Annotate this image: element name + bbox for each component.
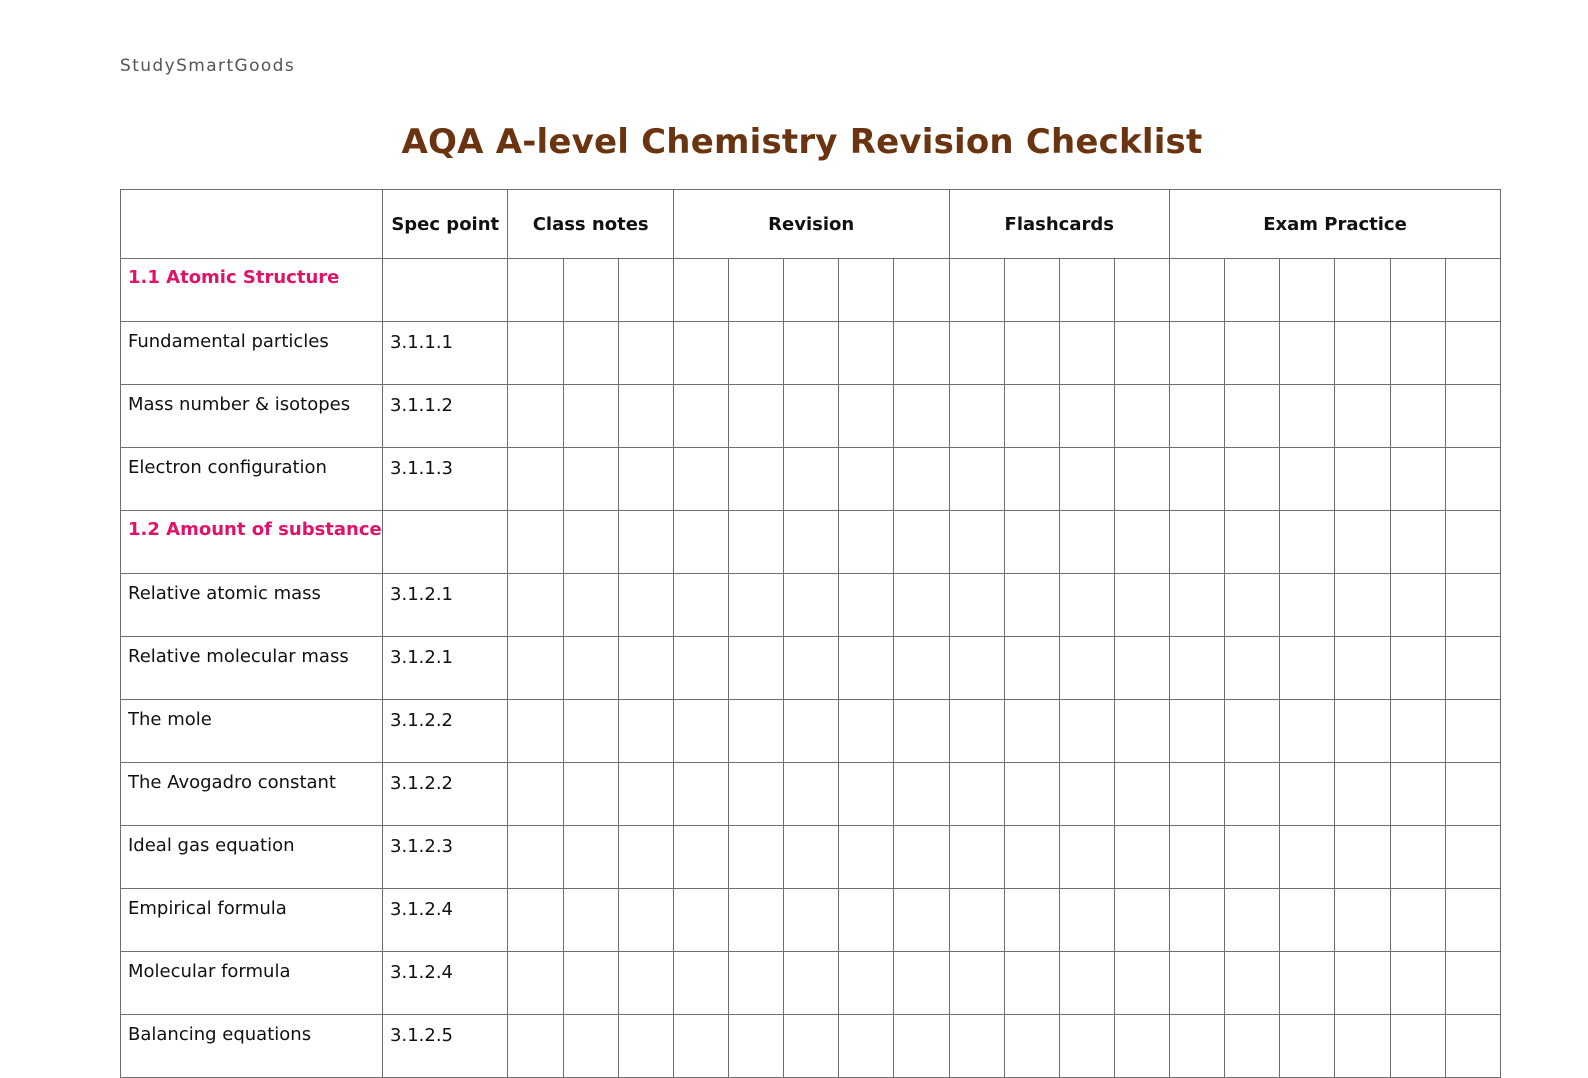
section-heading: 1.2 Amount of substance — [121, 511, 383, 574]
exam-practice-checkbox-cell[interactable] — [1335, 763, 1390, 826]
flashcards-checkbox-cell[interactable] — [949, 637, 1004, 700]
revision-checkbox-cell[interactable] — [784, 889, 839, 952]
spec-point: 3.1.1.3 — [383, 448, 508, 511]
revision-checkbox-cell[interactable] — [894, 952, 949, 1015]
revision-checkbox-cell[interactable] — [784, 1015, 839, 1078]
exam-practice-checkbox-cell[interactable] — [1390, 700, 1445, 763]
class-notes-checkbox-cell[interactable] — [508, 574, 563, 637]
revision-checkbox-cell[interactable] — [673, 889, 728, 952]
flashcards-checkbox-cell[interactable] — [1004, 574, 1059, 637]
class-notes-checkbox-cell[interactable] — [508, 700, 563, 763]
revision-checkbox-cell[interactable] — [784, 574, 839, 637]
exam-practice-checkbox-cell[interactable] — [1390, 385, 1445, 448]
revision-checkbox-cell[interactable] — [728, 259, 783, 322]
flashcards-checkbox-cell[interactable] — [1059, 826, 1114, 889]
class-notes-checkbox-cell[interactable] — [618, 574, 673, 637]
exam-practice-checkbox-cell[interactable] — [1280, 259, 1335, 322]
table-row — [121, 574, 1501, 637]
table-row — [121, 637, 1501, 700]
flashcards-checkbox-cell[interactable] — [1059, 1015, 1114, 1078]
class-notes-checkbox-cell[interactable] — [563, 763, 618, 826]
revision-checkbox-cell[interactable] — [728, 889, 783, 952]
flashcards-checkbox-cell[interactable] — [1059, 574, 1114, 637]
revision-checkbox-cell[interactable] — [894, 574, 949, 637]
flashcards-checkbox-cell[interactable] — [1004, 322, 1059, 385]
exam-practice-checkbox-cell[interactable] — [1335, 1015, 1390, 1078]
topic-name: Molecular formula — [121, 952, 383, 1015]
exam-practice-checkbox-cell[interactable] — [1445, 889, 1500, 952]
class-notes-checkbox-cell[interactable] — [618, 511, 673, 574]
revision-checkbox-cell[interactable] — [673, 637, 728, 700]
flashcards-checkbox-cell[interactable] — [1114, 889, 1169, 952]
exam-practice-checkbox-cell[interactable] — [1280, 952, 1335, 1015]
flashcards-checkbox-cell[interactable] — [1004, 763, 1059, 826]
class-notes-checkbox-cell[interactable] — [618, 637, 673, 700]
flashcards-checkbox-cell[interactable] — [1059, 952, 1114, 1015]
class-notes-checkbox-cell[interactable] — [563, 700, 618, 763]
spec-point: 3.1.1.1 — [383, 322, 508, 385]
exam-practice-checkbox-cell[interactable] — [1445, 511, 1500, 574]
exam-practice-checkbox-cell[interactable] — [1335, 889, 1390, 952]
exam-practice-checkbox-cell[interactable] — [1225, 1015, 1280, 1078]
flashcards-checkbox-cell[interactable] — [949, 448, 1004, 511]
exam-practice-checkbox-cell[interactable] — [1390, 574, 1445, 637]
exam-practice-checkbox-cell[interactable] — [1170, 700, 1225, 763]
exam-practice-checkbox-cell[interactable] — [1280, 511, 1335, 574]
revision-checkbox-cell[interactable] — [839, 952, 894, 1015]
class-notes-checkbox-cell[interactable] — [563, 826, 618, 889]
flashcards-checkbox-cell[interactable] — [1114, 322, 1169, 385]
table-row — [121, 700, 1501, 763]
table-row — [121, 826, 1501, 889]
revision-checkbox-cell[interactable] — [784, 385, 839, 448]
exam-practice-checkbox-cell[interactable] — [1225, 322, 1280, 385]
revision-checkbox-cell[interactable] — [839, 448, 894, 511]
revision-checkbox-cell[interactable] — [673, 448, 728, 511]
flashcards-checkbox-cell[interactable] — [1059, 889, 1114, 952]
class-notes-checkbox-cell[interactable] — [618, 763, 673, 826]
class-notes-checkbox-cell[interactable] — [563, 889, 618, 952]
exam-practice-checkbox-cell[interactable] — [1225, 259, 1280, 322]
revision-checkbox-cell[interactable] — [673, 952, 728, 1015]
spec-point — [383, 511, 508, 574]
revision-checkbox-cell[interactable] — [784, 700, 839, 763]
exam-practice-checkbox-cell[interactable] — [1170, 574, 1225, 637]
flashcards-checkbox-cell[interactable] — [949, 574, 1004, 637]
class-notes-checkbox-cell[interactable] — [563, 1015, 618, 1078]
revision-checkbox-cell[interactable] — [839, 574, 894, 637]
class-notes-checkbox-cell[interactable] — [508, 952, 563, 1015]
flashcards-checkbox-cell[interactable] — [1004, 448, 1059, 511]
exam-practice-checkbox-cell[interactable] — [1225, 700, 1280, 763]
revision-checkbox-cell[interactable] — [894, 322, 949, 385]
class-notes-checkbox-cell[interactable] — [508, 385, 563, 448]
class-notes-checkbox-cell[interactable] — [508, 448, 563, 511]
table-row — [121, 889, 1501, 952]
flashcards-checkbox-cell[interactable] — [1114, 826, 1169, 889]
flashcards-checkbox-cell[interactable] — [949, 322, 1004, 385]
brand-name: StudySmartGoods — [120, 56, 296, 76]
exam-practice-checkbox-cell[interactable] — [1390, 322, 1445, 385]
flashcards-checkbox-cell[interactable] — [1059, 322, 1114, 385]
flashcards-checkbox-cell[interactable] — [1004, 889, 1059, 952]
flashcards-checkbox-cell[interactable] — [949, 889, 1004, 952]
exam-practice-checkbox-cell[interactable] — [1225, 511, 1280, 574]
exam-practice-checkbox-cell[interactable] — [1335, 259, 1390, 322]
revision-checkbox-cell[interactable] — [673, 700, 728, 763]
exam-practice-checkbox-cell[interactable] — [1335, 385, 1390, 448]
exam-practice-checkbox-cell[interactable] — [1170, 322, 1225, 385]
revision-checkbox-cell[interactable] — [728, 574, 783, 637]
class-notes-checkbox-cell[interactable] — [618, 385, 673, 448]
revision-checkbox-cell[interactable] — [839, 385, 894, 448]
exam-practice-checkbox-cell[interactable] — [1225, 385, 1280, 448]
flashcards-checkbox-cell[interactable] — [1114, 1015, 1169, 1078]
flashcards-checkbox-cell[interactable] — [1114, 259, 1169, 322]
flashcards-checkbox-cell[interactable] — [1059, 763, 1114, 826]
header-spec-point: Spec point — [383, 190, 508, 259]
exam-practice-checkbox-cell[interactable] — [1280, 322, 1335, 385]
exam-practice-checkbox-cell[interactable] — [1225, 826, 1280, 889]
revision-checkbox-cell[interactable] — [784, 322, 839, 385]
exam-practice-checkbox-cell[interactable] — [1280, 1015, 1335, 1078]
exam-practice-checkbox-cell[interactable] — [1390, 826, 1445, 889]
exam-practice-checkbox-cell[interactable] — [1445, 385, 1500, 448]
revision-checkbox-cell[interactable] — [673, 763, 728, 826]
flashcards-checkbox-cell[interactable] — [1114, 763, 1169, 826]
exam-practice-checkbox-cell[interactable] — [1280, 574, 1335, 637]
topic-name: Ideal gas equation — [121, 826, 383, 889]
topic-name: Balancing equations — [121, 1015, 383, 1078]
flashcards-checkbox-cell[interactable] — [1114, 511, 1169, 574]
exam-practice-checkbox-cell[interactable] — [1445, 322, 1500, 385]
flashcards-checkbox-cell[interactable] — [1114, 385, 1169, 448]
topic-name: Fundamental particles — [121, 322, 383, 385]
revision-checkbox-cell[interactable] — [894, 259, 949, 322]
class-notes-checkbox-cell[interactable] — [618, 322, 673, 385]
exam-practice-checkbox-cell[interactable] — [1170, 1015, 1225, 1078]
flashcards-checkbox-cell[interactable] — [1059, 700, 1114, 763]
exam-practice-checkbox-cell[interactable] — [1445, 259, 1500, 322]
revision-checkbox-cell[interactable] — [839, 259, 894, 322]
revision-checkbox-cell[interactable] — [839, 826, 894, 889]
exam-practice-checkbox-cell[interactable] — [1335, 952, 1390, 1015]
section-row — [121, 259, 1501, 322]
spec-point: 3.1.2.5 — [383, 1015, 508, 1078]
flashcards-checkbox-cell[interactable] — [1059, 259, 1114, 322]
section-row — [121, 511, 1501, 574]
exam-practice-checkbox-cell[interactable] — [1445, 574, 1500, 637]
exam-practice-checkbox-cell[interactable] — [1335, 574, 1390, 637]
checklist-body — [121, 259, 1501, 1078]
class-notes-checkbox-cell[interactable] — [618, 1015, 673, 1078]
exam-practice-checkbox-cell[interactable] — [1390, 763, 1445, 826]
class-notes-checkbox-cell[interactable] — [508, 889, 563, 952]
revision-checkbox-cell[interactable] — [894, 700, 949, 763]
topic-name: Empirical formula — [121, 889, 383, 952]
revision-checkbox-cell[interactable] — [839, 322, 894, 385]
table-row — [121, 385, 1501, 448]
revision-checkbox-cell[interactable] — [839, 889, 894, 952]
class-notes-checkbox-cell[interactable] — [508, 322, 563, 385]
header-topic — [121, 190, 383, 259]
flashcards-checkbox-cell[interactable] — [1004, 826, 1059, 889]
exam-practice-checkbox-cell[interactable] — [1390, 259, 1445, 322]
revision-checkbox-cell[interactable] — [784, 511, 839, 574]
topic-name: The mole — [121, 700, 383, 763]
exam-practice-checkbox-cell[interactable] — [1390, 511, 1445, 574]
topic-name: The Avogadro constant — [121, 763, 383, 826]
flashcards-checkbox-cell[interactable] — [1114, 637, 1169, 700]
spec-point: 3.1.2.2 — [383, 700, 508, 763]
revision-checkbox-cell[interactable] — [673, 826, 728, 889]
revision-checkbox-cell[interactable] — [673, 1015, 728, 1078]
flashcards-checkbox-cell[interactable] — [1114, 574, 1169, 637]
class-notes-checkbox-cell[interactable] — [563, 637, 618, 700]
revision-checkbox-cell[interactable] — [673, 574, 728, 637]
revision-checkbox-cell[interactable] — [839, 700, 894, 763]
revision-checkbox-cell[interactable] — [839, 763, 894, 826]
exam-practice-checkbox-cell[interactable] — [1280, 385, 1335, 448]
revision-checkbox-cell[interactable] — [728, 700, 783, 763]
revision-checkbox-cell[interactable] — [894, 763, 949, 826]
revision-checkbox-cell[interactable] — [894, 889, 949, 952]
revision-checkbox-cell[interactable] — [728, 826, 783, 889]
exam-practice-checkbox-cell[interactable] — [1170, 889, 1225, 952]
spec-point: 3.1.2.1 — [383, 637, 508, 700]
revision-checkbox-cell[interactable] — [894, 637, 949, 700]
table-row — [121, 952, 1501, 1015]
exam-practice-checkbox-cell[interactable] — [1225, 952, 1280, 1015]
header-flashcards: Flashcards — [949, 190, 1170, 259]
exam-practice-checkbox-cell[interactable] — [1390, 952, 1445, 1015]
revision-checkbox-cell[interactable] — [784, 259, 839, 322]
exam-practice-checkbox-cell[interactable] — [1225, 574, 1280, 637]
revision-checkbox-cell[interactable] — [728, 448, 783, 511]
flashcards-checkbox-cell[interactable] — [949, 511, 1004, 574]
class-notes-checkbox-cell[interactable] — [618, 259, 673, 322]
revision-checkbox-cell[interactable] — [894, 826, 949, 889]
table-row — [121, 1015, 1501, 1078]
revision-checkbox-cell[interactable] — [839, 637, 894, 700]
exam-practice-checkbox-cell[interactable] — [1170, 763, 1225, 826]
exam-practice-checkbox-cell[interactable] — [1280, 700, 1335, 763]
topic-name: Relative atomic mass — [121, 574, 383, 637]
table-row — [121, 763, 1501, 826]
exam-practice-checkbox-cell[interactable] — [1445, 826, 1500, 889]
class-notes-checkbox-cell[interactable] — [508, 637, 563, 700]
flashcards-checkbox-cell[interactable] — [949, 385, 1004, 448]
header-exam-practice: Exam Practice — [1170, 190, 1501, 259]
exam-practice-checkbox-cell[interactable] — [1445, 1015, 1500, 1078]
exam-practice-checkbox-cell[interactable] — [1390, 637, 1445, 700]
topic-name: Relative molecular mass — [121, 637, 383, 700]
flashcards-checkbox-cell[interactable] — [949, 700, 1004, 763]
spec-point: 3.1.1.2 — [383, 385, 508, 448]
flashcards-checkbox-cell[interactable] — [949, 952, 1004, 1015]
revision-checkbox-cell[interactable] — [728, 385, 783, 448]
class-notes-checkbox-cell[interactable] — [508, 511, 563, 574]
class-notes-checkbox-cell[interactable] — [618, 952, 673, 1015]
class-notes-checkbox-cell[interactable] — [563, 259, 618, 322]
topic-name: Mass number & isotopes — [121, 385, 383, 448]
class-notes-checkbox-cell[interactable] — [563, 448, 618, 511]
class-notes-checkbox-cell[interactable] — [563, 385, 618, 448]
flashcards-checkbox-cell[interactable] — [1059, 511, 1114, 574]
exam-practice-checkbox-cell[interactable] — [1335, 700, 1390, 763]
exam-practice-checkbox-cell[interactable] — [1280, 637, 1335, 700]
class-notes-checkbox-cell[interactable] — [508, 259, 563, 322]
exam-practice-checkbox-cell[interactable] — [1280, 889, 1335, 952]
revision-checkbox-cell[interactable] — [839, 1015, 894, 1078]
flashcards-checkbox-cell[interactable] — [1004, 637, 1059, 700]
exam-practice-checkbox-cell[interactable] — [1225, 763, 1280, 826]
class-notes-checkbox-cell[interactable] — [618, 700, 673, 763]
flashcards-checkbox-cell[interactable] — [949, 259, 1004, 322]
flashcards-checkbox-cell[interactable] — [1114, 448, 1169, 511]
flashcards-checkbox-cell[interactable] — [1004, 1015, 1059, 1078]
revision-checkbox-cell[interactable] — [784, 448, 839, 511]
revision-checkbox-cell[interactable] — [784, 952, 839, 1015]
exam-practice-checkbox-cell[interactable] — [1390, 448, 1445, 511]
spec-point: 3.1.2.4 — [383, 889, 508, 952]
exam-practice-checkbox-cell[interactable] — [1170, 637, 1225, 700]
exam-practice-checkbox-cell[interactable] — [1390, 1015, 1445, 1078]
exam-practice-checkbox-cell[interactable] — [1170, 385, 1225, 448]
revision-checkbox-cell[interactable] — [894, 385, 949, 448]
exam-practice-checkbox-cell[interactable] — [1335, 448, 1390, 511]
class-notes-checkbox-cell[interactable] — [563, 511, 618, 574]
exam-practice-checkbox-cell[interactable] — [1170, 511, 1225, 574]
exam-practice-checkbox-cell[interactable] — [1225, 637, 1280, 700]
exam-practice-checkbox-cell[interactable] — [1445, 763, 1500, 826]
exam-practice-checkbox-cell[interactable] — [1280, 448, 1335, 511]
revision-checklist-table — [120, 189, 1501, 1078]
class-notes-checkbox-cell[interactable] — [508, 1015, 563, 1078]
exam-practice-checkbox-cell[interactable] — [1445, 448, 1500, 511]
class-notes-checkbox-cell[interactable] — [618, 448, 673, 511]
exam-practice-checkbox-cell[interactable] — [1445, 700, 1500, 763]
revision-checkbox-cell[interactable] — [839, 511, 894, 574]
flashcards-checkbox-cell[interactable] — [1004, 700, 1059, 763]
section-heading: 1.1 Atomic Structure — [121, 259, 383, 322]
class-notes-checkbox-cell[interactable] — [508, 826, 563, 889]
exam-practice-checkbox-cell[interactable] — [1335, 322, 1390, 385]
header-class-notes: Class notes — [508, 190, 673, 259]
revision-checkbox-cell[interactable] — [728, 511, 783, 574]
flashcards-checkbox-cell[interactable] — [1114, 952, 1169, 1015]
revision-checkbox-cell[interactable] — [728, 763, 783, 826]
class-notes-checkbox-cell[interactable] — [508, 763, 563, 826]
exam-practice-checkbox-cell[interactable] — [1225, 448, 1280, 511]
topic-name: Electron configuration — [121, 448, 383, 511]
header-row — [121, 190, 1501, 259]
class-notes-checkbox-cell[interactable] — [563, 952, 618, 1015]
flashcards-checkbox-cell[interactable] — [949, 826, 1004, 889]
revision-checkbox-cell[interactable] — [894, 448, 949, 511]
flashcards-checkbox-cell[interactable] — [1059, 448, 1114, 511]
exam-practice-checkbox-cell[interactable] — [1390, 889, 1445, 952]
flashcards-checkbox-cell[interactable] — [949, 763, 1004, 826]
class-notes-checkbox-cell[interactable] — [618, 889, 673, 952]
exam-practice-checkbox-cell[interactable] — [1170, 826, 1225, 889]
flashcards-checkbox-cell[interactable] — [949, 1015, 1004, 1078]
spec-point: 3.1.2.1 — [383, 574, 508, 637]
revision-checkbox-cell[interactable] — [784, 763, 839, 826]
exam-practice-checkbox-cell[interactable] — [1335, 511, 1390, 574]
revision-checkbox-cell[interactable] — [728, 1015, 783, 1078]
class-notes-checkbox-cell[interactable] — [563, 322, 618, 385]
spec-point: 3.1.2.2 — [383, 763, 508, 826]
class-notes-checkbox-cell[interactable] — [618, 826, 673, 889]
exam-practice-checkbox-cell[interactable] — [1225, 889, 1280, 952]
flashcards-checkbox-cell[interactable] — [1004, 385, 1059, 448]
exam-practice-checkbox-cell[interactable] — [1170, 259, 1225, 322]
flashcards-checkbox-cell[interactable] — [1059, 385, 1114, 448]
revision-checkbox-cell[interactable] — [673, 259, 728, 322]
exam-practice-checkbox-cell[interactable] — [1170, 448, 1225, 511]
spec-point: 3.1.2.4 — [383, 952, 508, 1015]
revision-checkbox-cell[interactable] — [673, 385, 728, 448]
exam-practice-checkbox-cell[interactable] — [1170, 952, 1225, 1015]
header-revision: Revision — [673, 190, 949, 259]
flashcards-checkbox-cell[interactable] — [1004, 511, 1059, 574]
flashcards-checkbox-cell[interactable] — [1004, 952, 1059, 1015]
exam-practice-checkbox-cell[interactable] — [1445, 952, 1500, 1015]
exam-practice-checkbox-cell[interactable] — [1445, 637, 1500, 700]
exam-practice-checkbox-cell[interactable] — [1335, 826, 1390, 889]
spec-point: 3.1.2.3 — [383, 826, 508, 889]
page-title: AQA A-level Chemistry Revision Checklist — [401, 122, 1203, 162]
revision-checkbox-cell[interactable] — [784, 637, 839, 700]
table-row — [121, 448, 1501, 511]
table-row — [121, 322, 1501, 385]
revision-checkbox-cell[interactable] — [894, 511, 949, 574]
spec-point — [383, 259, 508, 322]
exam-practice-checkbox-cell[interactable] — [1280, 763, 1335, 826]
revision-checkbox-cell[interactable] — [728, 952, 783, 1015]
class-notes-checkbox-cell[interactable] — [563, 574, 618, 637]
revision-checkbox-cell[interactable] — [894, 1015, 949, 1078]
flashcards-checkbox-cell[interactable] — [1059, 637, 1114, 700]
revision-checkbox-cell[interactable] — [673, 322, 728, 385]
revision-checkbox-cell[interactable] — [728, 637, 783, 700]
flashcards-checkbox-cell[interactable] — [1004, 259, 1059, 322]
exam-practice-checkbox-cell[interactable] — [1280, 826, 1335, 889]
revision-checkbox-cell[interactable] — [673, 511, 728, 574]
exam-practice-checkbox-cell[interactable] — [1335, 637, 1390, 700]
flashcards-checkbox-cell[interactable] — [1114, 700, 1169, 763]
revision-checkbox-cell[interactable] — [784, 826, 839, 889]
revision-checkbox-cell[interactable] — [728, 322, 783, 385]
